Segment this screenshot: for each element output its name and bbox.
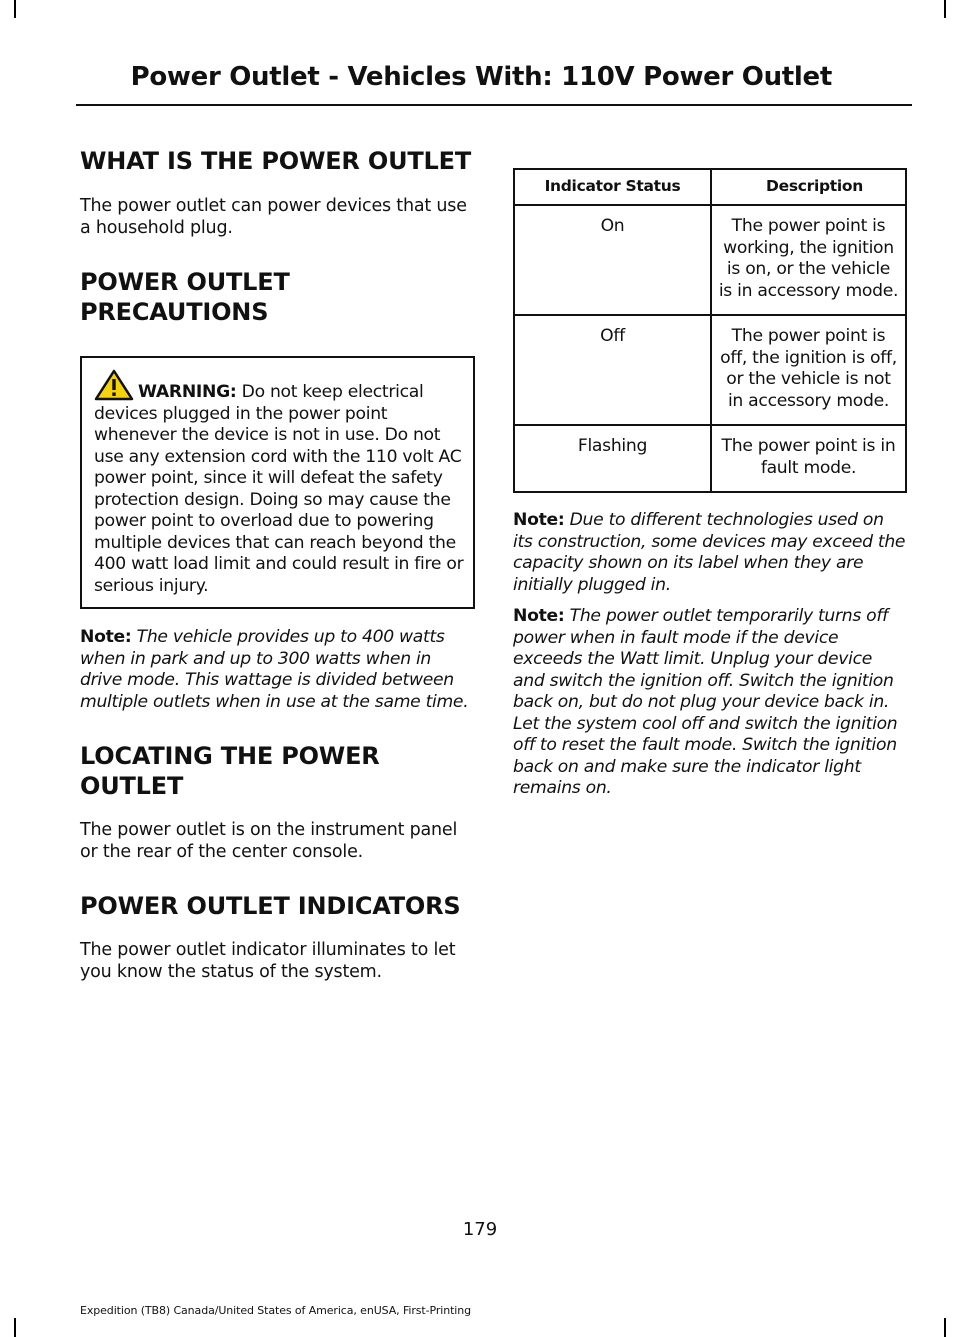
table-cell-description: The power point is in fault mode. <box>711 425 906 492</box>
table-row <box>514 315 906 425</box>
heading-indicators: POWER OUTLET INDICATORS <box>80 892 461 920</box>
heading-precautions-line1: POWER OUTLET <box>80 268 290 296</box>
note-label: Note: <box>80 627 132 647</box>
table-header-description: Description <box>711 169 906 205</box>
note-capacity <box>513 510 907 596</box>
warning-label: WARNING: <box>138 382 237 402</box>
table-row <box>514 205 906 315</box>
page-number: 179 <box>462 1219 498 1240</box>
heading-precautions-line2: PRECAUTIONS <box>80 298 269 326</box>
note-wattage <box>80 627 475 713</box>
table-header-row <box>514 169 906 205</box>
footer-text: Expedition (TB8) Canada/United States of America, enUSA, First-Printing <box>80 1304 472 1317</box>
note-fault-mode <box>513 606 907 800</box>
warning-text: Do not keep electrical devices plugged in the power point whenever the device is not in use. Do not use any extension cord with the 110 volt AC power point, since it will defeat the safety protection design. Doing so may cause the power point to overload due to powering multiple devices that can reach beyond the 400 watt load limit and could result in fire or serious injury. <box>94 382 464 596</box>
header-rule <box>76 104 912 106</box>
note-text: Due to different technologies used on its construction, some devices may exceed the capacity shown on its label when they are initially plugged in. <box>513 510 906 595</box>
crop-mark-bottom-left <box>14 1318 16 1337</box>
locating-paragraph: The power outlet is on the instrument panel or the rear of the center console. <box>80 820 458 862</box>
table-cell-status: Off <box>514 315 711 425</box>
note-text: The vehicle provides up to 400 watts when in park and up to 300 watts when in drive mode. This wattage is divided between multiple outlets when in use at the same time. <box>80 627 469 712</box>
note-text: The power outlet temporarily turns off power when in fault mode if the device exceeds the Watt limit. Unplug your device and switch the ignition off. Switch the ignition back on, but do not plug your device back in. Let the system cool off and switch the ignition off to reset the fault mode. Switch the ignition back on and make sure the indicator light remains on. <box>513 606 898 798</box>
warning-triangle-icon <box>94 369 134 401</box>
warning-box <box>80 356 475 609</box>
note-label: Note: <box>513 606 565 626</box>
heading-what-is: WHAT IS THE POWER OUTLET <box>80 147 471 175</box>
crop-mark-top-right <box>944 0 946 18</box>
table-cell-description: The power point is working, the ignition is on, or the vehicle is in accessory mode. <box>711 205 906 315</box>
page-header-title: Power Outlet - Vehicles With: 110V Power Outlet <box>130 62 832 92</box>
table-cell-status: On <box>514 205 711 315</box>
heading-locating-line2: OUTLET <box>80 772 184 800</box>
table-cell-description: The power point is off, the ignition is off, or the vehicle is not in accessory mode. <box>711 315 906 425</box>
indicator-table <box>513 168 907 493</box>
left-column <box>80 146 475 983</box>
intro-paragraph: The power outlet can power devices that use a household plug. <box>80 196 467 238</box>
crop-mark-bottom-right <box>944 1318 946 1337</box>
heading-locating-line1: LOCATING THE POWER <box>80 742 380 770</box>
right-column <box>513 168 907 800</box>
table-header-status: Indicator Status <box>514 169 711 205</box>
table-row <box>514 425 906 492</box>
crop-mark-top-left <box>14 0 16 18</box>
table-cell-status: Flashing <box>514 425 711 492</box>
note-label: Note: <box>513 510 565 530</box>
indicators-paragraph: The power outlet indicator illuminates to let you know the status of the system. <box>80 940 456 982</box>
